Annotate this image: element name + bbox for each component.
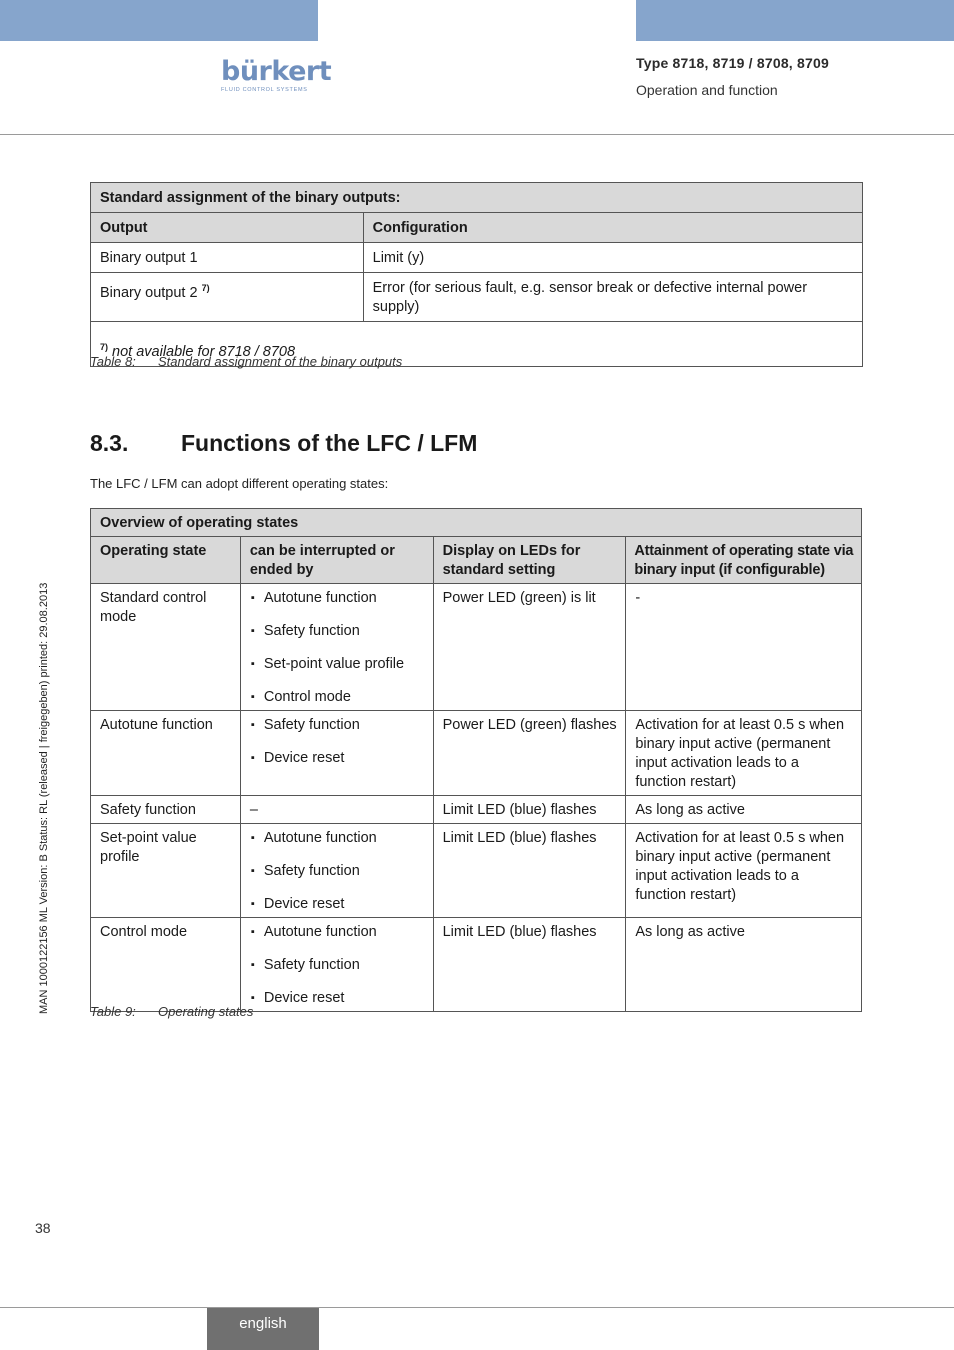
table-title: Standard assignment of the binary outputs: [91,183,863,213]
led-display-cell: Power LED (green) flashes [433,711,626,796]
section-title: Functions of the LFC / LFM [181,430,478,456]
output-name: Binary output 1 [100,250,198,266]
caption-number: Table 9: [90,1004,136,1019]
table-row [91,918,862,1012]
column-header-attainment: Attainment of operating state via binary input (if configurable) [626,537,862,584]
list-item: ▪ Autotune function [250,829,425,848]
ended-by-cell [240,711,433,796]
header-bar-left [0,0,318,41]
list-item: ▪ Control mode [250,688,425,707]
configuration-cell: Limit (y) [363,243,862,273]
section-intro: The LFC / LFM can adopt different operating states: [90,476,389,491]
brand-logo [221,56,332,93]
state-cell: Set-point value profile [91,824,241,918]
table-row [91,711,862,796]
document-side-note: MAN 1000122156 ML Version: B Status: RL (released | freigegeben) printed: 29.08.2013 [38,582,50,1014]
caption-text: Operating states [158,1004,254,1019]
table-row [91,273,863,322]
footnote-marker: 7) [100,342,109,352]
state-cell: Control mode [91,918,241,1012]
caption-text: Standard assignment of the binary outputs [158,354,403,369]
state-cell: Autotune function [91,711,241,796]
attainment-cell: - [626,584,862,711]
binary-outputs-table [90,182,863,367]
list-item: ▪ Device reset [250,989,425,1008]
led-display-cell: Limit LED (blue) flashes [433,918,626,1012]
output-cell [91,243,364,273]
chapter-label: Operation and function [636,82,778,98]
brand-tagline: FLUID CONTROL SYSTEMS [221,87,308,93]
table9-caption [90,1004,253,1019]
ended-by-cell [240,584,433,711]
configuration-cell: Error (for serious fault, e.g. sensor break or defective internal power supply) [363,273,862,322]
column-header-output: Output [91,213,364,243]
column-header-ended-by: can be interrupted or ended by [240,537,433,584]
table-row [91,584,862,711]
ended-by-cell [240,918,433,1012]
attainment-cell: Activation for at least 0.5 s when binary input active (permanent input activation leads to a function restart) [626,824,862,918]
table-row [91,243,863,273]
led-display-cell: Limit LED (blue) flashes [433,796,626,824]
list-item: ▪ Set-point value profile [250,655,425,674]
footnote-text: not available for 8718 / 8708 [112,343,296,360]
led-display-cell: Power LED (green) is lit [433,584,626,711]
section-number: 8.3. [90,430,129,456]
list-item: ▪ Device reset [250,749,425,768]
led-display-cell: Limit LED (blue) flashes [433,824,626,918]
list-item: ▪ Autotune function [250,589,425,608]
list-item: ▪ Device reset [250,895,425,914]
ended-by-cell [240,824,433,918]
table8-caption [90,354,402,369]
list-item: ▪ Autotune function [250,923,425,942]
table-title: Overview of operating states [91,509,862,537]
state-cell: Standard control mode [91,584,241,711]
list-item: ▪ Safety function [250,956,425,975]
header-divider [0,134,954,135]
list-item: ▪ Safety function [250,862,425,881]
table-row [91,796,862,824]
page-number: 38 [35,1220,51,1236]
column-header-configuration: Configuration [363,213,862,243]
document-type-label: Type 8718, 8719 / 8708, 8709 [636,55,829,71]
attainment-cell: As long as active [626,918,862,1012]
list-item: ▪ Safety function [250,716,425,735]
ended-by-cell: – [240,796,433,824]
attainment-cell: Activation for at least 0.5 s when binary input active (permanent input activation leads to a function restart) [626,711,862,796]
operating-states-table [90,508,862,1012]
header-bar-right [636,0,954,41]
list-item: ▪ Safety function [250,622,425,641]
output-name: Binary output 2 [100,284,202,301]
output-cell [91,273,364,322]
brand-wordmark: bürkert [221,56,332,87]
attainment-cell: As long as active [626,796,862,824]
column-header-led-display: Display on LEDs for standard setting [433,537,626,584]
footer-divider [0,1307,954,1308]
caption-number: Table 8: [90,354,136,369]
footnote-marker: 7) [201,283,210,293]
table-row [91,824,862,918]
column-header-operating-state: Operating state [91,537,241,584]
state-cell: Safety function [91,796,241,824]
section-heading [90,430,477,457]
language-tab: english [207,1308,319,1350]
